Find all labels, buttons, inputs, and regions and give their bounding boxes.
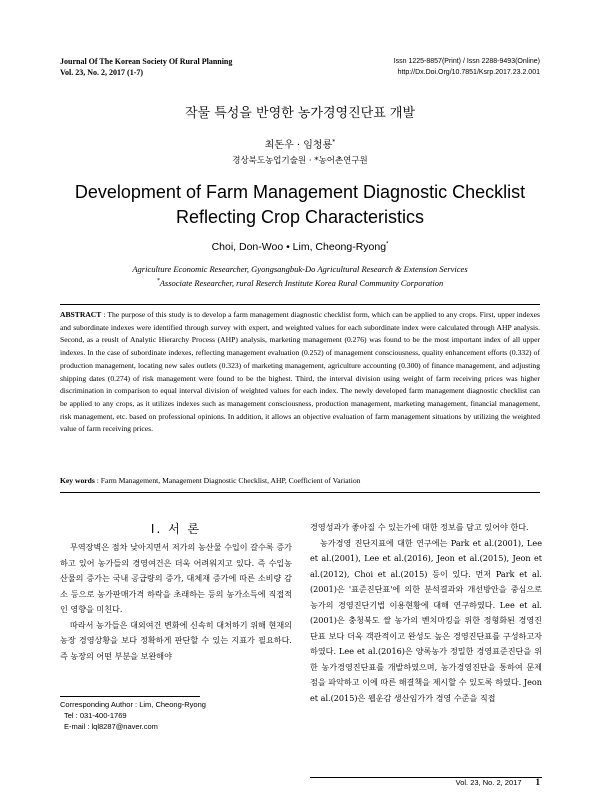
affiliation-2	[60, 276, 540, 290]
corresponding-author: Corresponding Author : Lim, Cheong-Ryong	[60, 700, 206, 709]
issn: Issn 1225-8857(Print) / Issn 2288-9493(Online)	[393, 58, 540, 65]
korean-authors	[0, 136, 600, 151]
affiliation-1: Agriculture Economic Researcher, Gyongsangbuk-Do Agricultural Research & Extension Services	[132, 264, 468, 274]
footer-issue: Vol. 23, No. 2, 2017	[455, 778, 522, 787]
left-column	[60, 540, 292, 664]
english-authors	[0, 241, 600, 253]
korean-author-names: 최돈우 · 임청룡	[264, 140, 333, 151]
keywords	[60, 475, 540, 487]
journal-name: Journal Of The Korean Society Of Rural Planning	[60, 57, 233, 66]
keywords-label: Key words	[60, 476, 95, 485]
affiliation-2-text: Associate Researcher, rural Reserch Institute Korea Rural Community Corporation	[159, 278, 444, 288]
issn-header	[394, 56, 540, 78]
right-column	[310, 520, 542, 706]
abstract	[60, 309, 540, 436]
korean-title: 작물 특성을 반영한 농가경영진단표 개발	[184, 106, 415, 121]
doi-link[interactable]: http://Dx.Doi.Org/10.7851/Ksrp.2017.23.2.001	[397, 69, 540, 76]
affiliation-2-mark: *	[156, 278, 160, 285]
footnote-rule	[60, 696, 200, 697]
keywords-bottom-rule	[60, 492, 540, 493]
footnote	[60, 699, 206, 732]
english-affiliations	[60, 262, 540, 290]
english-title: Development of Farm Management Diagnostic Checklist Reflecting Crop Characteristics	[74, 182, 526, 227]
english-author-mark: *	[386, 241, 389, 248]
right-paragraph-2: 농가경영 진단지표에 대한 연구에는 Park et al.(2001), Lee et al.(2001), Lee et al.(2016), Jeon et al.(2015), Jeon et al.(2012), Choi et al.(2015) 등이 있다. 먼저 Park et al.(2001)은 '표준진단표'에 의한 분석결과와 개선방안을 중심으로 농가의 경영진단기법 이용현황에 대해 연구하였다. Lee et al.(2001)은 충청북도 쌀 농가의 벤치마킹을 위한 정형화된 경영진단표 보다 더욱 객관적이고 완성도 높은 경영진단표를 구성하고자 하였다. Lee et al.(2016)은 양록농가 정밀한 경영표준진단을 위한 농가경영진단표를 개발하였으며, 농가경영진단을 통하여 문제점을 파악하고 이에 따른 해결책을 제시할 수 있도록 하였다. Jeon et al.(2015)은 웹운감 생산임가가 경영 수준을 직접	[310, 537, 542, 703]
abstract-top-rule	[60, 304, 540, 305]
left-paragraph-1: 무역장벽은 점차 낮아지면서 저가의 농산물 수입이 갈수록 증가하고 있어 농가들의 경영여건은 더욱 어려워지고 있다. 즉 수입농산물의 증가는 국내 공급량의 증가, 대체재 증가에 따른 소비량 감소 등으로 농가판매가격 하락을 초래하는 등의 농가소득에 직접적인 영향을 미친다.	[60, 542, 292, 614]
korean-affiliation: 경상북도농업기술원 · *농어촌연구원	[232, 156, 368, 166]
english-author-names: Choi, Don-Woo • Lim, Cheong-Ryong	[211, 241, 387, 253]
right-paragraph-1: 경영성과가 좋아질 수 있는가에 대한 정보를 담고 있어야 한다.	[310, 522, 529, 532]
section-title: I. 서 론	[150, 522, 202, 536]
korean-author-mark: *	[332, 138, 336, 146]
keywords-text: : Farm Management, Management Diagnostic Checklist, AHP, Coefficient of Variation	[94, 476, 361, 485]
journal-header	[60, 56, 232, 78]
author-tel: Tel : 031-400-1769	[64, 711, 127, 720]
author-email[interactable]: E-mail : lql8287@naver.com	[64, 722, 158, 731]
page-number: 1	[535, 777, 540, 787]
page-footer	[456, 777, 540, 787]
abstract-text: : The purpose of this study is to develop a farm management diagnostic checklist form, which can be applied to any crops. First, upper indexes and subordinate indexes were identified through survey with expert, and weighted values for each subordinate index were calculated through AHP analysis. Second, as a reuslt of Analytic Hierarchy Process (AHP) analysis, marketing management (0.276) was found to be the most important index of all upper indexes. In the case of subordinate indexes, reflecting management evaluation (0.252) of management consciousness, quality enhancement efforts (0.332) of production management, locating new sales outlets (0.323) of marketing management, agriculture accounting (0.300) of finance management, and adjusting shipping dates (0.274) of risk management were found to be the highest. Third, the interval division using weight of farm receiving prices was higher discrimination in comparison to equal interval division of weighted values for each index. The newly developed farm management diagnostic checklist can be applied to any crops, as it utilizes indexes such as management consciousness, production management, marketing management, financial management, risk management, etc. based on professional opinions. In addition, it allows an objective evaluation of farm management situations by utilizing the weighted value of farm receiving prices.	[60, 310, 540, 434]
journal-volume: Vol. 23, No. 2, 2017 (1-7)	[60, 68, 144, 77]
abstract-label: ABSTRACT	[60, 310, 102, 319]
left-paragraph-2: 따라서 농가들은 대외여건 변화에 신속히 대처하기 위해 현재의 농장 경영상황을 보다 정확하게 판단할 수 있는 지표가 필요하다. 즉 농장의 어떤 부분을 보완해야	[60, 619, 292, 661]
